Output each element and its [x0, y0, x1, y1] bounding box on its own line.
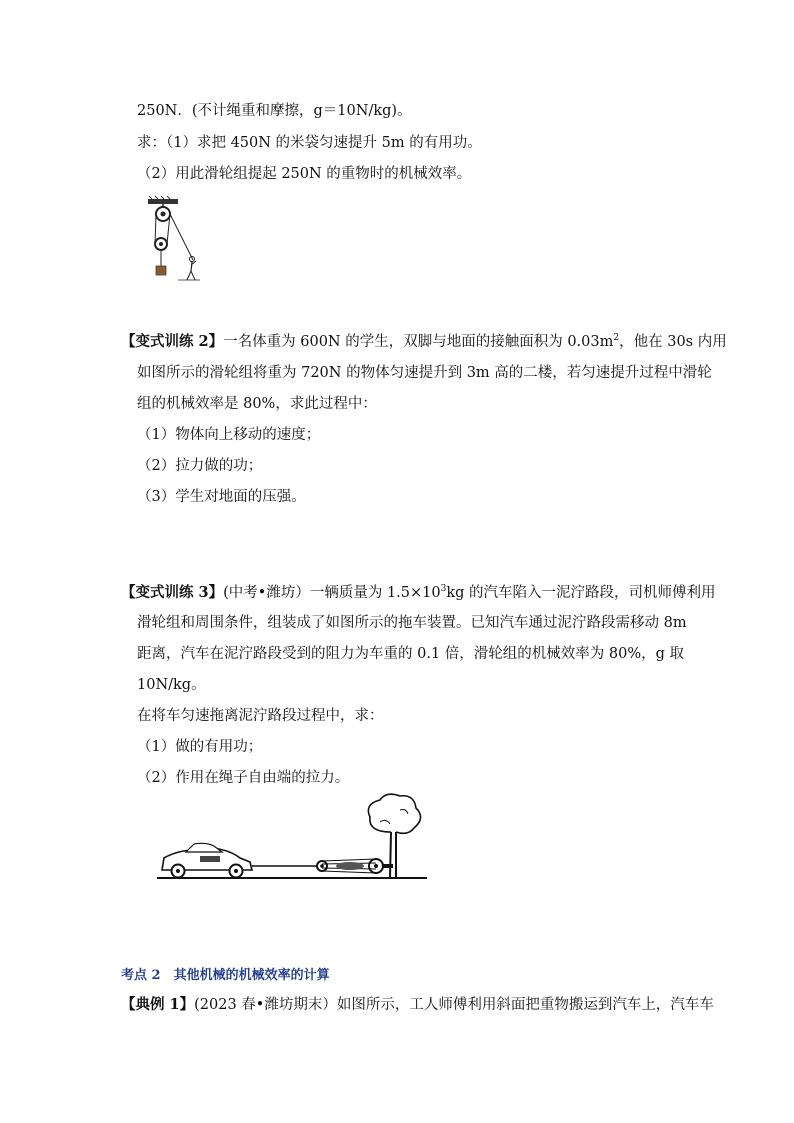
question-efficiency: （2）用此滑轮组提起 250N 的重物时的机械效率。	[137, 166, 472, 182]
training2-line1	[121, 333, 727, 351]
training3-line2: 滑轮组和周围条件，组装成了如图所示的拖车装置。已知汽车通过泥泞路段需移动 8m	[137, 615, 687, 631]
training3-line3: 距离，汽车在泥泞路段受到的阻力为车重的 0.1 倍，滑轮组的机械效率为 80%，g 取	[137, 646, 685, 662]
training3-text-a: (中考•潍坊）一辆质量为 1.5×10	[223, 585, 441, 601]
training2-tag: 【变式训练 2】	[121, 333, 224, 350]
training2-q2: （2）拉力做的功；	[137, 458, 263, 474]
training2-text-a: 一名体重为 600N 的学生，双脚与地面的接触面积为 0.03m	[223, 334, 614, 350]
training3-tag: 【变式训练 3】	[121, 584, 224, 601]
training2-q1: （1）物体向上移动的速度；	[137, 427, 321, 443]
training2-superscript: 2	[613, 333, 620, 343]
training3-text-b: kg 的汽车陷入一泥泞路段，司机师傅利用	[446, 585, 716, 601]
tow-diagram	[150, 792, 435, 884]
kaodian-2-title: 考点 2 其他机械的机械效率的计算	[121, 968, 330, 983]
training3-line1	[121, 584, 716, 602]
example1-line1	[121, 996, 714, 1014]
question-useful-work: 求：（1）求把 450N 的米袋匀速提升 5m 的有用功。	[137, 135, 482, 151]
training2-line3: 组的机械效率是 80%，求此过程中：	[137, 396, 377, 412]
example1-tag: 【典例 1】	[121, 996, 195, 1013]
line-250n: 250N．(不计绳重和摩擦，g＝10N/kg)。	[137, 103, 412, 119]
pulley-diagram	[140, 196, 215, 284]
training2-q3: （3）学生对地面的压强。	[137, 489, 306, 505]
training2-line2: 如图所示的滑轮组将重为 720N 的物体匀速提升到 3m 高的二楼，若匀速提升过程中滑轮	[137, 365, 712, 381]
training3-line5: 在将车匀速拖离泥泞路段过程中，求：	[137, 708, 384, 724]
training3-q2: （2）作用在绳子自由端的拉力。	[137, 770, 350, 786]
training2-text-b: ，他在 30s 内用	[619, 334, 727, 350]
training3-q1: （1）做的有用功；	[137, 739, 263, 755]
training3-line4: 10N/kg。	[137, 677, 206, 693]
example1-text: (2023 春•潍坊期末）如图所示，工人师傅利用斜面把重物搬运到汽车上，汽车车	[194, 997, 714, 1013]
training3-superscript: 3	[440, 584, 447, 594]
